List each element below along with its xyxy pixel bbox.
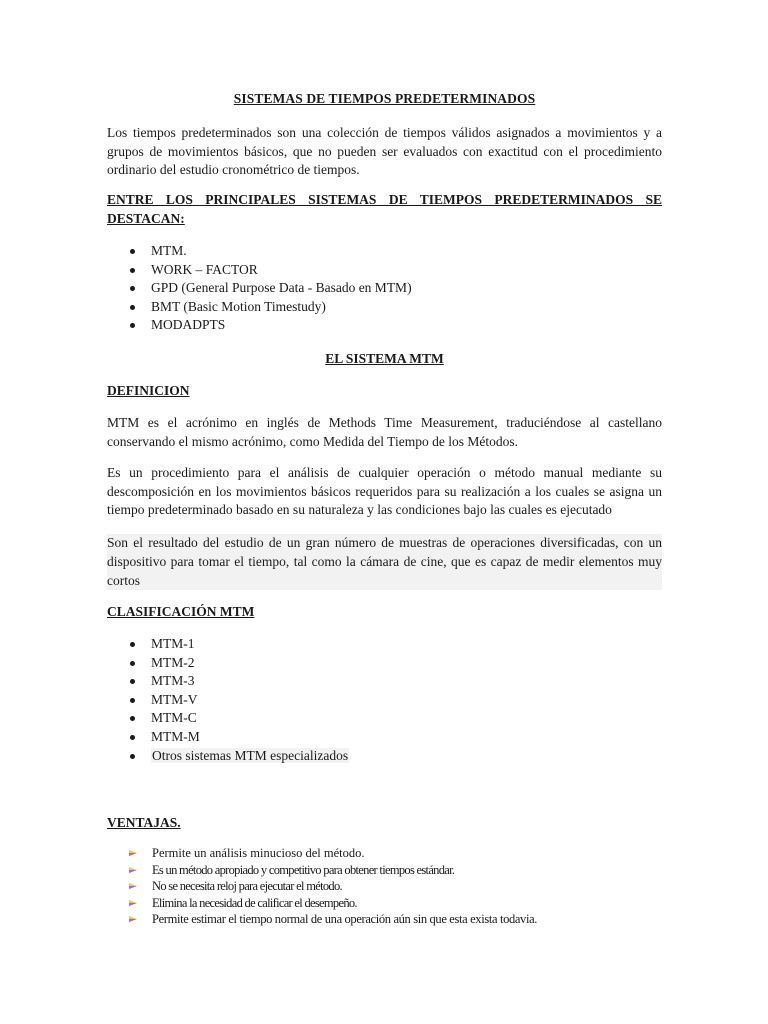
bullet-dot	[130, 305, 135, 310]
advantages-heading: VENTAJAS.	[107, 815, 181, 830]
list-item: MTM-C	[107, 709, 349, 728]
list-item: MODADPTS	[107, 316, 412, 335]
list-item: Otros sistemas MTM especializados	[107, 747, 349, 766]
bullet-dot	[130, 698, 135, 703]
bullet-dot	[130, 735, 135, 740]
bullet-dot	[130, 661, 135, 666]
bullet-dot	[130, 268, 135, 273]
list-item: No se necesita reloj para ejecutar el método.	[107, 878, 537, 895]
document-title: SISTEMAS DE TIEMPOS PREDETERMINADOS	[233, 91, 536, 106]
bullet-dot	[130, 716, 135, 721]
definition-paragraph-1: MTM es el acrónimo en inglés de Methods Time Measurement, traduciéndose al castellano conservando el mismo acrónimo, como Medida del Tiempo de los Métodos.	[107, 415, 662, 449]
definition-paragraph-2: Es un procedimiento para el análisis de cualquier operación o método manual mediante su descomposición en los movimientos básicos requeridos para su realización a los cuales se asigna un tiempo predeterminado basado en su naturaleza y las condiciones bajo las cuales es ejecutado	[107, 465, 662, 517]
bullet-dot	[130, 754, 135, 759]
definition-paragraph-3: Son el resultado del estudio de un gran número de muestras de operaciones diversificadas, con un dispositivo para tomar el tiempo, tal como la cámara de cine, que es capaz de medir elementos muy cortos	[107, 534, 662, 590]
systems-list	[107, 242, 412, 335]
intro-paragraph: Los tiempos predeterminados son una colección de tiempos válidos asignados a movimientos y a grupos de movimientos básicos, que no pueden ser evaluados con exactitud con el procedimiento ordinario del estudio cronométrico de tiempos.	[107, 125, 662, 177]
arrow-bullet-icon	[129, 866, 137, 874]
arrow-bullet-icon	[129, 849, 137, 857]
advantages-list	[107, 845, 537, 928]
definition-heading: DEFINICION	[107, 383, 190, 398]
list-item: Es un método apropiado y competitivo para obtener tiempos estándar.	[107, 862, 537, 879]
bullet-dot	[130, 679, 135, 684]
arrow-bullet-icon	[129, 915, 137, 923]
mtm-heading: EL SISTEMA MTM	[325, 351, 444, 366]
list-item: MTM-2	[107, 654, 349, 673]
list-item: Permite un análisis minucioso del método.	[107, 845, 537, 862]
bullet-dot	[130, 642, 135, 647]
bullet-dot	[130, 323, 135, 328]
list-item: WORK – FACTOR	[107, 261, 412, 280]
arrow-bullet-icon	[129, 899, 137, 907]
list-item: BMT (Basic Motion Timestudy)	[107, 298, 412, 317]
list-item: Permite estimar el tiempo normal de una operación aún sin que esta exista todavia.	[107, 911, 537, 928]
list-item: Elimina la necesidad de calificar el desempeño.	[107, 895, 537, 912]
classification-list	[107, 635, 349, 765]
arrow-bullet-icon	[129, 882, 137, 890]
list-item: MTM-V	[107, 691, 349, 710]
systems-heading: ENTRE LOS PRINCIPALES SISTEMAS DE TIEMPOS PREDETERMINADOS SE DESTACAN:	[107, 192, 662, 226]
classification-heading: CLASIFICACIÓN MTM	[107, 604, 255, 619]
list-item: MTM.	[107, 242, 412, 261]
bullet-dot	[130, 249, 135, 254]
list-item: MTM-3	[107, 672, 349, 691]
list-item: MTM-1	[107, 635, 349, 654]
list-item: MTM-M	[107, 728, 349, 747]
list-item: GPD (General Purpose Data - Basado en MTM)	[107, 279, 412, 298]
bullet-dot	[130, 286, 135, 291]
